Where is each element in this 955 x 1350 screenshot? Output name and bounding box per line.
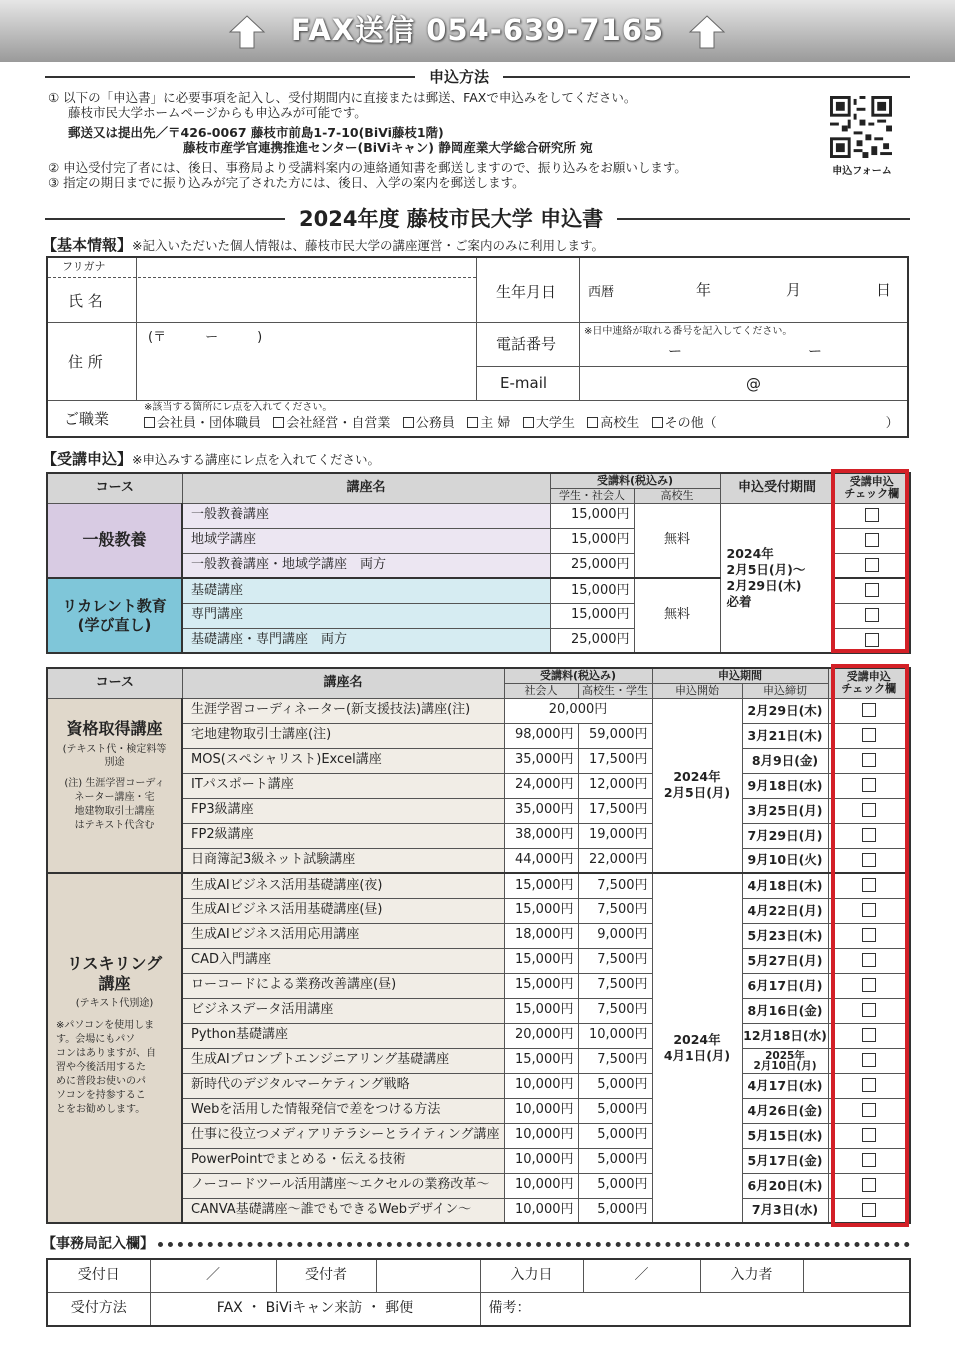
apply-end: 5月23日(木)	[742, 923, 828, 948]
job-checkbox[interactable]: 主 婦	[467, 416, 510, 431]
apply-end: 3月21日(木)	[742, 723, 828, 748]
col-name: 講座名	[182, 668, 504, 698]
course-name: ローコードによる業務改善講座(昼)	[182, 973, 504, 998]
check-column-highlight	[831, 664, 909, 1227]
method-text: ① 以下の「申込書」に必要事項を記入し、受付期間内に直接または郵送、FAXで申込みをしてください。 藤枝市民大学ホームページからも申込みが可能です。 郵送又は提出先／〒426-0067 藤枝市前島1-7-10(BiVi藤枝1階) 藤枝市産学官連携推進センター(BiViキャン) 静岡産業大学総合研究所 宛 ② 申込受付完了者には、後日、事務局より受講料案内の連絡通知書を郵送しますので、振り込みをお願いします。 ③ 指定の期日までに振り込みが完了された方には、後日、入学の案内を郵送します。	[48, 90, 687, 190]
group-qualification	[47, 698, 182, 873]
group-general: 一般教養	[47, 503, 182, 578]
job-checkbox[interactable]: 公務員	[403, 416, 455, 431]
form-title: 2024年度 藤枝市民大学 申込書	[45, 205, 910, 233]
seireki-label: 西暦	[588, 285, 615, 300]
job-checkbox[interactable]: 大学生	[523, 416, 575, 431]
apply-end: 3月25日(月)	[742, 798, 828, 823]
up-arrow-icon	[688, 14, 726, 50]
course-name: Python基礎講座	[182, 1023, 504, 1048]
col-fee-hs: 高校生	[634, 488, 720, 503]
apply-end: 2025年 2月10日(月)	[742, 1048, 828, 1073]
office-heading: 【事務局記入欄】	[42, 1236, 910, 1254]
job-options	[144, 416, 899, 432]
course-fee: 25,000円	[550, 628, 634, 653]
course-name: 新時代のデジタルマーケティング戦略	[182, 1073, 504, 1098]
course-name: 専門講座	[182, 603, 550, 628]
course-fee-student: 9,000円	[578, 923, 652, 948]
basic-heading: 【基本情報】※記入いただいた個人情報は、藤枝市民大学の講座運営・ご案内のみに利用します。	[42, 236, 604, 254]
course-name: ビジネスデータ活用講座	[182, 998, 504, 1023]
course-name: CAD入門講座	[182, 948, 504, 973]
apply-end: 5月15日(水)	[742, 1123, 828, 1148]
month-label: 月	[786, 281, 802, 299]
course-fee-student: 17,500円	[578, 798, 652, 823]
apply-end: 9月10日(火)	[742, 848, 828, 873]
address-label: 住 所	[68, 353, 103, 371]
course-fee: 15,000円	[550, 578, 634, 603]
course-fee-adult: 18,000円	[504, 923, 578, 948]
input-date-label: 入力日	[480, 1259, 583, 1292]
apply-period: 2024年 2月5日(月)～ 2月29日(木) 必着	[720, 503, 834, 653]
email-field[interactable]: @	[746, 375, 761, 393]
apply-end: 7月3日(水)	[742, 1198, 828, 1223]
course-fee-adult: 24,000円	[504, 773, 578, 798]
apply-end: 4月26日(金)	[742, 1098, 828, 1123]
apply-end: 9月18日(水)	[742, 773, 828, 798]
job-checkbox[interactable]: 高校生	[587, 416, 639, 431]
job-checkbox[interactable]: 会社員・団体職員	[144, 416, 261, 431]
course-fee-adult: 98,000円	[504, 723, 578, 748]
inputter-field[interactable]	[803, 1259, 910, 1292]
table-row	[47, 503, 910, 528]
course-fee-adult: 15,000円	[504, 1048, 578, 1073]
apply-end: 2月29日(木)	[742, 698, 828, 723]
course-name: 生成AIビジネス活用基礎講座(夜)	[182, 873, 504, 898]
col-fee: 受講料(税込み)	[550, 473, 720, 488]
postal-field[interactable]: (〒 ー )	[148, 330, 263, 345]
course-fee-student: 7,500円	[578, 1048, 652, 1073]
group-reskilling	[47, 873, 182, 1223]
course-fee: 15,000円	[550, 528, 634, 553]
reskilling-rows	[47, 873, 910, 1223]
received-date-label: 受付日	[47, 1259, 150, 1292]
course-fee: 20,000円	[504, 698, 652, 723]
apply-end: 8月9日(金)	[742, 748, 828, 773]
apply-end: 4月22日(月)	[742, 898, 828, 923]
course-table-1	[46, 472, 911, 654]
remarks-field[interactable]: 備考：	[480, 1292, 910, 1326]
course-fee-student: 5,000円	[578, 1148, 652, 1173]
apply-end: 8月16日(金)	[742, 998, 828, 1023]
checkbox-icon[interactable]	[144, 417, 155, 428]
course-fee-student: 7,500円	[578, 873, 652, 898]
course-fee-adult: 15,000円	[504, 973, 578, 998]
furigana-label: フリガナ	[62, 260, 106, 273]
course-name: 生成AIビジネス活用基礎講座(昼)	[182, 898, 504, 923]
method-heading: 申込方法	[45, 68, 910, 86]
checkbox-icon[interactable]	[467, 417, 478, 428]
course-fee-student: 5,000円	[578, 1098, 652, 1123]
col-fee-adult: 社会人	[504, 683, 578, 698]
job-label: ご職業	[64, 410, 110, 428]
course-fee-student: 10,000円	[578, 1023, 652, 1048]
col-period: 申込期間	[652, 668, 828, 683]
group-note: (テキスト代・検定料等 別途	[62, 743, 167, 768]
qualification-rows	[47, 698, 910, 873]
course-fee-adult: 10,000円	[504, 1098, 578, 1123]
job-note: ※該当する箇所にレ点を入れてください。	[144, 402, 333, 413]
course-fee-student: 59,000円	[578, 723, 652, 748]
course-fee: 15,000円	[550, 503, 634, 528]
table-row	[47, 873, 910, 898]
apply-start: 2024年 2月5日(月)	[652, 698, 742, 873]
course-fee-adult: 15,000円	[504, 873, 578, 898]
table-row	[47, 698, 910, 723]
course-fee-student: 7,500円	[578, 973, 652, 998]
apply-end: 4月18日(木)	[742, 873, 828, 898]
course-fee: 25,000円	[550, 553, 634, 578]
course-fee-adult: 38,000円	[504, 823, 578, 848]
col-check: 受講申込 チェック欄	[828, 668, 910, 698]
course-name: 生成AIプロンプトエンジニアリング基礎講座	[182, 1048, 504, 1073]
basic-info-table	[46, 256, 909, 438]
apply-end: 7月29日(月)	[742, 823, 828, 848]
course-fee-student: 7,500円	[578, 948, 652, 973]
checkbox-icon[interactable]	[403, 417, 414, 428]
course-fee-student: 12,000円	[578, 773, 652, 798]
col-period: 申込受付期間	[720, 473, 834, 503]
col-start: 申込開始	[652, 683, 742, 698]
col-fee-adult: 学生・社会人	[550, 488, 634, 503]
col-fee: 受講料(税込み)	[504, 668, 652, 683]
course-name: 基礎講座・専門講座 両方	[182, 628, 550, 653]
course-fee-student: 5,000円	[578, 1198, 652, 1223]
group-note: (テキスト代別途)	[75, 998, 154, 1009]
day-label: 日	[876, 281, 892, 299]
course-name: PowerPointでまとめる・伝える技術	[182, 1148, 504, 1173]
office-table	[46, 1258, 911, 1327]
checkbox-icon[interactable]	[273, 417, 284, 428]
input-date-field[interactable]: ／	[583, 1259, 700, 1292]
course-name: 宅地建物取引士講座(注)	[182, 723, 504, 748]
course-name: FP2級講座	[182, 823, 504, 848]
course-fee-free: 無料	[634, 578, 720, 653]
apply-heading: 【受講申込】※申込みする講座にレ点を入れてください。	[42, 450, 380, 468]
apply-end: 4月17日(水)	[742, 1073, 828, 1098]
receiver-label: 受付者	[276, 1259, 376, 1292]
group-note-2: (注) 生涯学習コーディ ネーター講座・宅 地建物取引士講座 はテキスト代含む	[64, 777, 165, 831]
course-fee-adult: 20,000円	[504, 1023, 578, 1048]
col-name: 講座名	[182, 473, 550, 503]
course-fee-student: 17,500円	[578, 748, 652, 773]
apply-end: 6月20日(木)	[742, 1173, 828, 1198]
checkbox-icon[interactable]	[652, 417, 663, 428]
course-fee: 15,000円	[550, 603, 634, 628]
job-checkbox[interactable]: その他（ ）	[652, 416, 899, 431]
course-name: Webを活用した情報発信で差をつける方法	[182, 1098, 504, 1123]
course-name: 基礎講座	[182, 578, 550, 603]
col-end: 申込締切	[742, 683, 828, 698]
course-name: 日商簿記3級ネット試験講座	[182, 848, 504, 873]
course-fee-adult: 10,000円	[504, 1198, 578, 1223]
method-label: 受付方法	[47, 1292, 150, 1326]
phone-label: 電話番号	[496, 335, 557, 353]
course-fee-adult: 15,000円	[504, 898, 578, 923]
course-fee-adult: 10,000円	[504, 1148, 578, 1173]
course-fee-student: 19,000円	[578, 823, 652, 848]
course-fee-adult: 15,000円	[504, 948, 578, 973]
course-fee-student: 7,500円	[578, 898, 652, 923]
course-fee-student: 22,000円	[578, 848, 652, 873]
receiver-field[interactable]	[376, 1259, 480, 1292]
course-name: 生涯学習コーディネーター(新支援技法)講座(注)	[182, 698, 504, 723]
course-name: FP3級講座	[182, 798, 504, 823]
course-name: 生成AIビジネス活用応用講座	[182, 923, 504, 948]
col-check: 受講申込 チェック欄	[834, 473, 910, 503]
apply-end: 5月27日(月)	[742, 948, 828, 973]
group-title: リスキリング 講座	[66, 954, 163, 993]
group-recurrent: リカレント教育 (学び直し)	[47, 578, 182, 653]
year-label: 年	[696, 281, 712, 299]
course-name: 仕事に役立つメディアリテラシーとライティング講座	[182, 1123, 504, 1148]
course-name: CANVA基礎講座～誰でもできるWebデザイン～	[182, 1198, 504, 1223]
phone-field[interactable]: ー ー	[668, 344, 822, 360]
received-date-field[interactable]: ／	[150, 1259, 276, 1292]
phone-note: ※日中連絡が取れる番号を記入してください。	[584, 326, 793, 337]
qr-code-icon[interactable]	[830, 96, 892, 158]
course-fee-adult: 35,000円	[504, 798, 578, 823]
inputter-label: 入力者	[700, 1259, 803, 1292]
course-fee-adult: 10,000円	[504, 1073, 578, 1098]
name-label: 氏 名	[68, 292, 103, 310]
job-checkbox[interactable]: 会社経営・自営業	[273, 416, 390, 431]
apply-end: 12月18日(水)	[742, 1023, 828, 1048]
name-input[interactable]	[137, 278, 476, 322]
col-course: コース	[47, 668, 182, 698]
apply-start: 2024年 4月1日(月)	[652, 873, 742, 1223]
course-fee-student: 7,500円	[578, 998, 652, 1023]
col-fee-student: 高校生・学生	[578, 683, 652, 698]
course-fee-adult: 35,000円	[504, 748, 578, 773]
course-fee-student: 5,000円	[578, 1073, 652, 1098]
course-name: 一般教養講座・地域学講座 両方	[182, 553, 550, 578]
course-name: 一般教養講座	[182, 503, 550, 528]
group-title: 資格取得講座	[66, 718, 163, 738]
apply-end: 5月17日(金)	[742, 1148, 828, 1173]
course-name: MOS(スペシャリスト)Excel講座	[182, 748, 504, 773]
course-name: ノーコードツール活用講座～エクセルの業務改革～	[182, 1173, 504, 1198]
course-name: ITパスポート講座	[182, 773, 504, 798]
birth-label: 生年月日	[496, 283, 557, 301]
course-table-2	[46, 667, 911, 1224]
col-course: コース	[47, 473, 182, 503]
course-fee-adult: 44,000円	[504, 848, 578, 873]
course-name: 地域学講座	[182, 528, 550, 553]
check-column-highlight	[831, 469, 909, 653]
checkbox-icon[interactable]	[523, 417, 534, 428]
course-fee-free: 無料	[634, 503, 720, 578]
course-fee-adult: 15,000円	[504, 998, 578, 1023]
course-fee-adult: 10,000円	[504, 1173, 578, 1198]
checkbox-icon[interactable]	[587, 417, 598, 428]
course-fee-adult: 10,000円	[504, 1123, 578, 1148]
method-options: FAX ・ BiViキャン来訪 ・ 郵便	[150, 1292, 480, 1326]
course-fee-student: 5,000円	[578, 1173, 652, 1198]
fax-banner	[0, 0, 955, 62]
fax-title: FAX送信 054-639-7165	[290, 13, 665, 47]
qr-label: 申込フォーム	[832, 166, 892, 177]
group-note-2: ※パソコンを使用しま す。会場にもパソ コンはありますが、自 習や今後活用するた めに普段お使いのパ ソコンを持参するこ とをお勧めします。	[56, 1019, 156, 1115]
apply-end: 6月17日(月)	[742, 973, 828, 998]
email-label: E-mail	[500, 374, 548, 392]
course-fee-student: 5,000円	[578, 1123, 652, 1148]
